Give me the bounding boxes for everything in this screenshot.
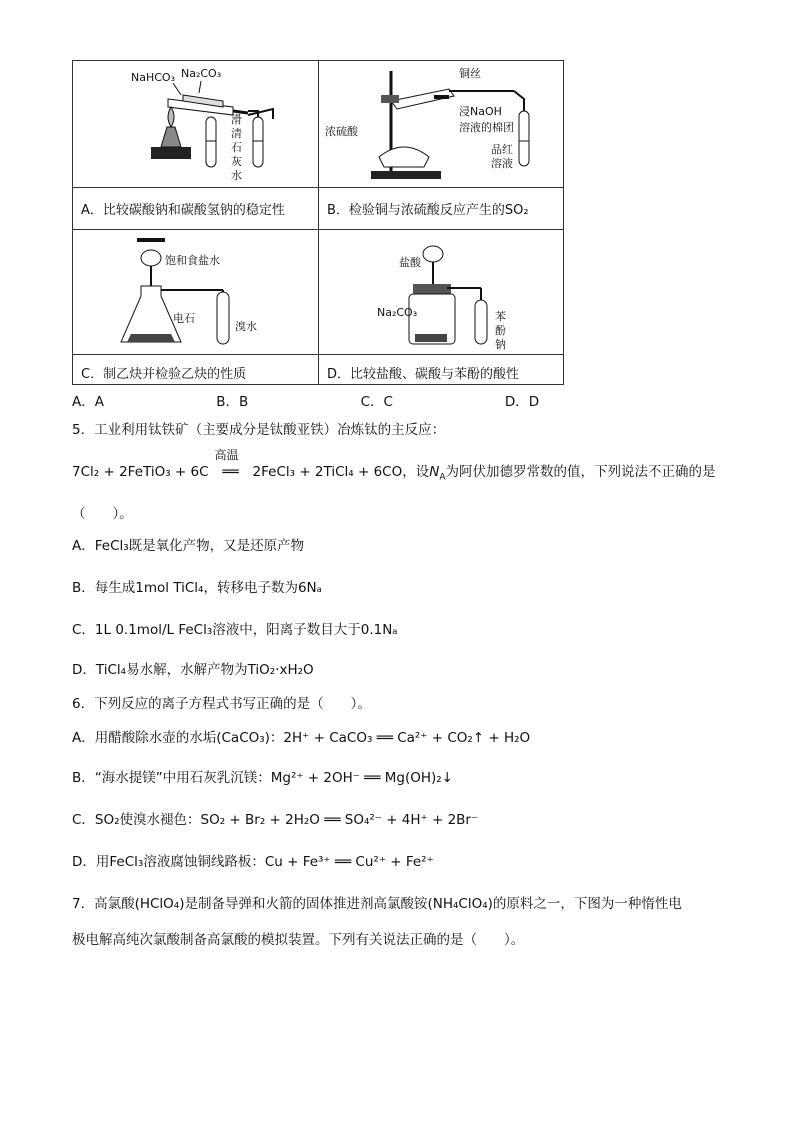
q6-option-b[interactable]: B．“海水提镁”中用石灰乳沉镁：Mg²⁺ + 2OH⁻ ══ Mg(OH)₂↓ [72,770,453,786]
label-d-na2co3: Na₂CO₃ [377,306,418,319]
label-bromine-water: 溴水 [235,320,257,333]
figure-b-apparatus [319,61,563,187]
q7-line-1: 7．高氯酸(HClO₄)是制备导弹和火箭的固体推进剂高氯酸铵(NH₄ClO₄)的原料之一，下图为一种惰性电 [72,896,682,912]
q5-eq-left: 7Cl₂ + 2FeTiO₃ + 6C [72,464,209,480]
caption-b [327,199,529,218]
q5-na: N [429,464,440,480]
q6-option-c[interactable]: C．SO₂使溴水褪色：SO₂ + Br₂ + 2H₂O ══ SO₄²⁻ + 4H⁺ + 2Br⁻ [72,812,479,828]
q6-stem: 6．下列反应的离子方程式书写正确的是（ ）。 [72,696,371,712]
label-ben: 苯 [495,310,506,323]
label-hcl: 盐酸 [399,256,421,269]
q5-eq-tail: 为阿伏加德罗常数的值，下列说法不正确的是 [445,464,716,480]
label-rongye: 溶液 [491,157,513,170]
q4-choices [72,390,539,410]
caption-c: C．制乙炔并检验乙炔的性质 [81,367,247,382]
label-hui: 灰 [231,155,242,168]
caption-d: D．比较盐酸、碳酸与苯酚的酸性 [327,367,520,382]
q4-choice-c[interactable]: C．C [360,394,393,410]
label-hua: 滑 [231,113,242,126]
q5-eq-arrow: 高温 ══ [214,448,239,480]
q5-condition: 高温 [214,448,239,462]
q5-equation [72,448,716,483]
experiment-table [72,60,564,385]
caption-a: A．比较碳酸钠和碳酸氢钠的稳定性 [81,203,285,218]
label-nahco3: NaHCO₃ [131,71,175,84]
q6-option-a[interactable]: A．用醋酸除水壶的水垢(CaCO₃)：2H⁺ + CaCO₃ ══ Ca²⁺ + CO₂↑ + H₂O [72,730,531,746]
label-calcium-carbide: 电石 [173,312,195,325]
label-fen: 酚 [495,324,506,337]
q4-choice-a[interactable]: A．A [72,394,104,410]
q5-eq-right: 2FeCl₃ + 2TiCl₄ + 6CO，设 [252,464,430,480]
figure-a-apparatus [73,61,318,187]
caption-b-text: B．检验铜与浓硫酸反应产生的SO₂ [327,203,529,218]
q7-line-2: 极电解高纯次氯酸制备高氯酸的模拟装置。下列有关说法正确的是（ ）。 [72,932,525,948]
label-brine: 饱和食盐水 [165,254,220,267]
label-naoh: 浸NaOH [459,105,502,118]
figure-d-apparatus [319,230,563,354]
q5-stem: 5．工业利用钛铁矿（主要成分是钛酸亚铁）冶炼钛的主反应： [72,422,446,438]
label-shui: 水 [231,169,242,182]
label-qing: 清 [231,127,242,140]
q5-option-d[interactable]: D．TiCl₄易水解，水解产物为TiO₂·xH₂O [72,662,314,678]
q5-na-sub: A [439,472,446,483]
q4-choice-d[interactable]: D．D [504,394,540,410]
label-shi: 石 [231,141,242,154]
label-cotton: 溶液的棉团 [459,121,514,134]
label-copper-wire: 铜丝 [459,67,481,80]
q5-option-a[interactable]: A．FeCl₃既是氧化产物，又是还原产物 [72,538,305,554]
q6-option-d[interactable]: D．用FeCl₃溶液腐蚀铜线路板：Cu + Fe³⁺ ══ Cu²⁺ + Fe²⁺ [72,854,434,870]
q4-choice-b[interactable]: B．B [216,394,249,410]
q5-option-b[interactable]: B．每生成1mol TiCl₄，转移电子数为6Nₐ [72,580,322,596]
q5-bracket: （ ）。 [72,506,133,522]
q5-option-c[interactable]: C．1L 0.1mol/L FeCl₃溶液中，阳离子数目大于0.1Nₐ [72,622,398,638]
label-na2co3: Na₂CO₃ [181,67,222,80]
label-conc-h2so4: 浓硫酸 [325,125,358,138]
label-na: 钠 [495,338,506,351]
figure-c-apparatus [73,230,318,354]
label-pinhong: 品红 [491,143,513,156]
